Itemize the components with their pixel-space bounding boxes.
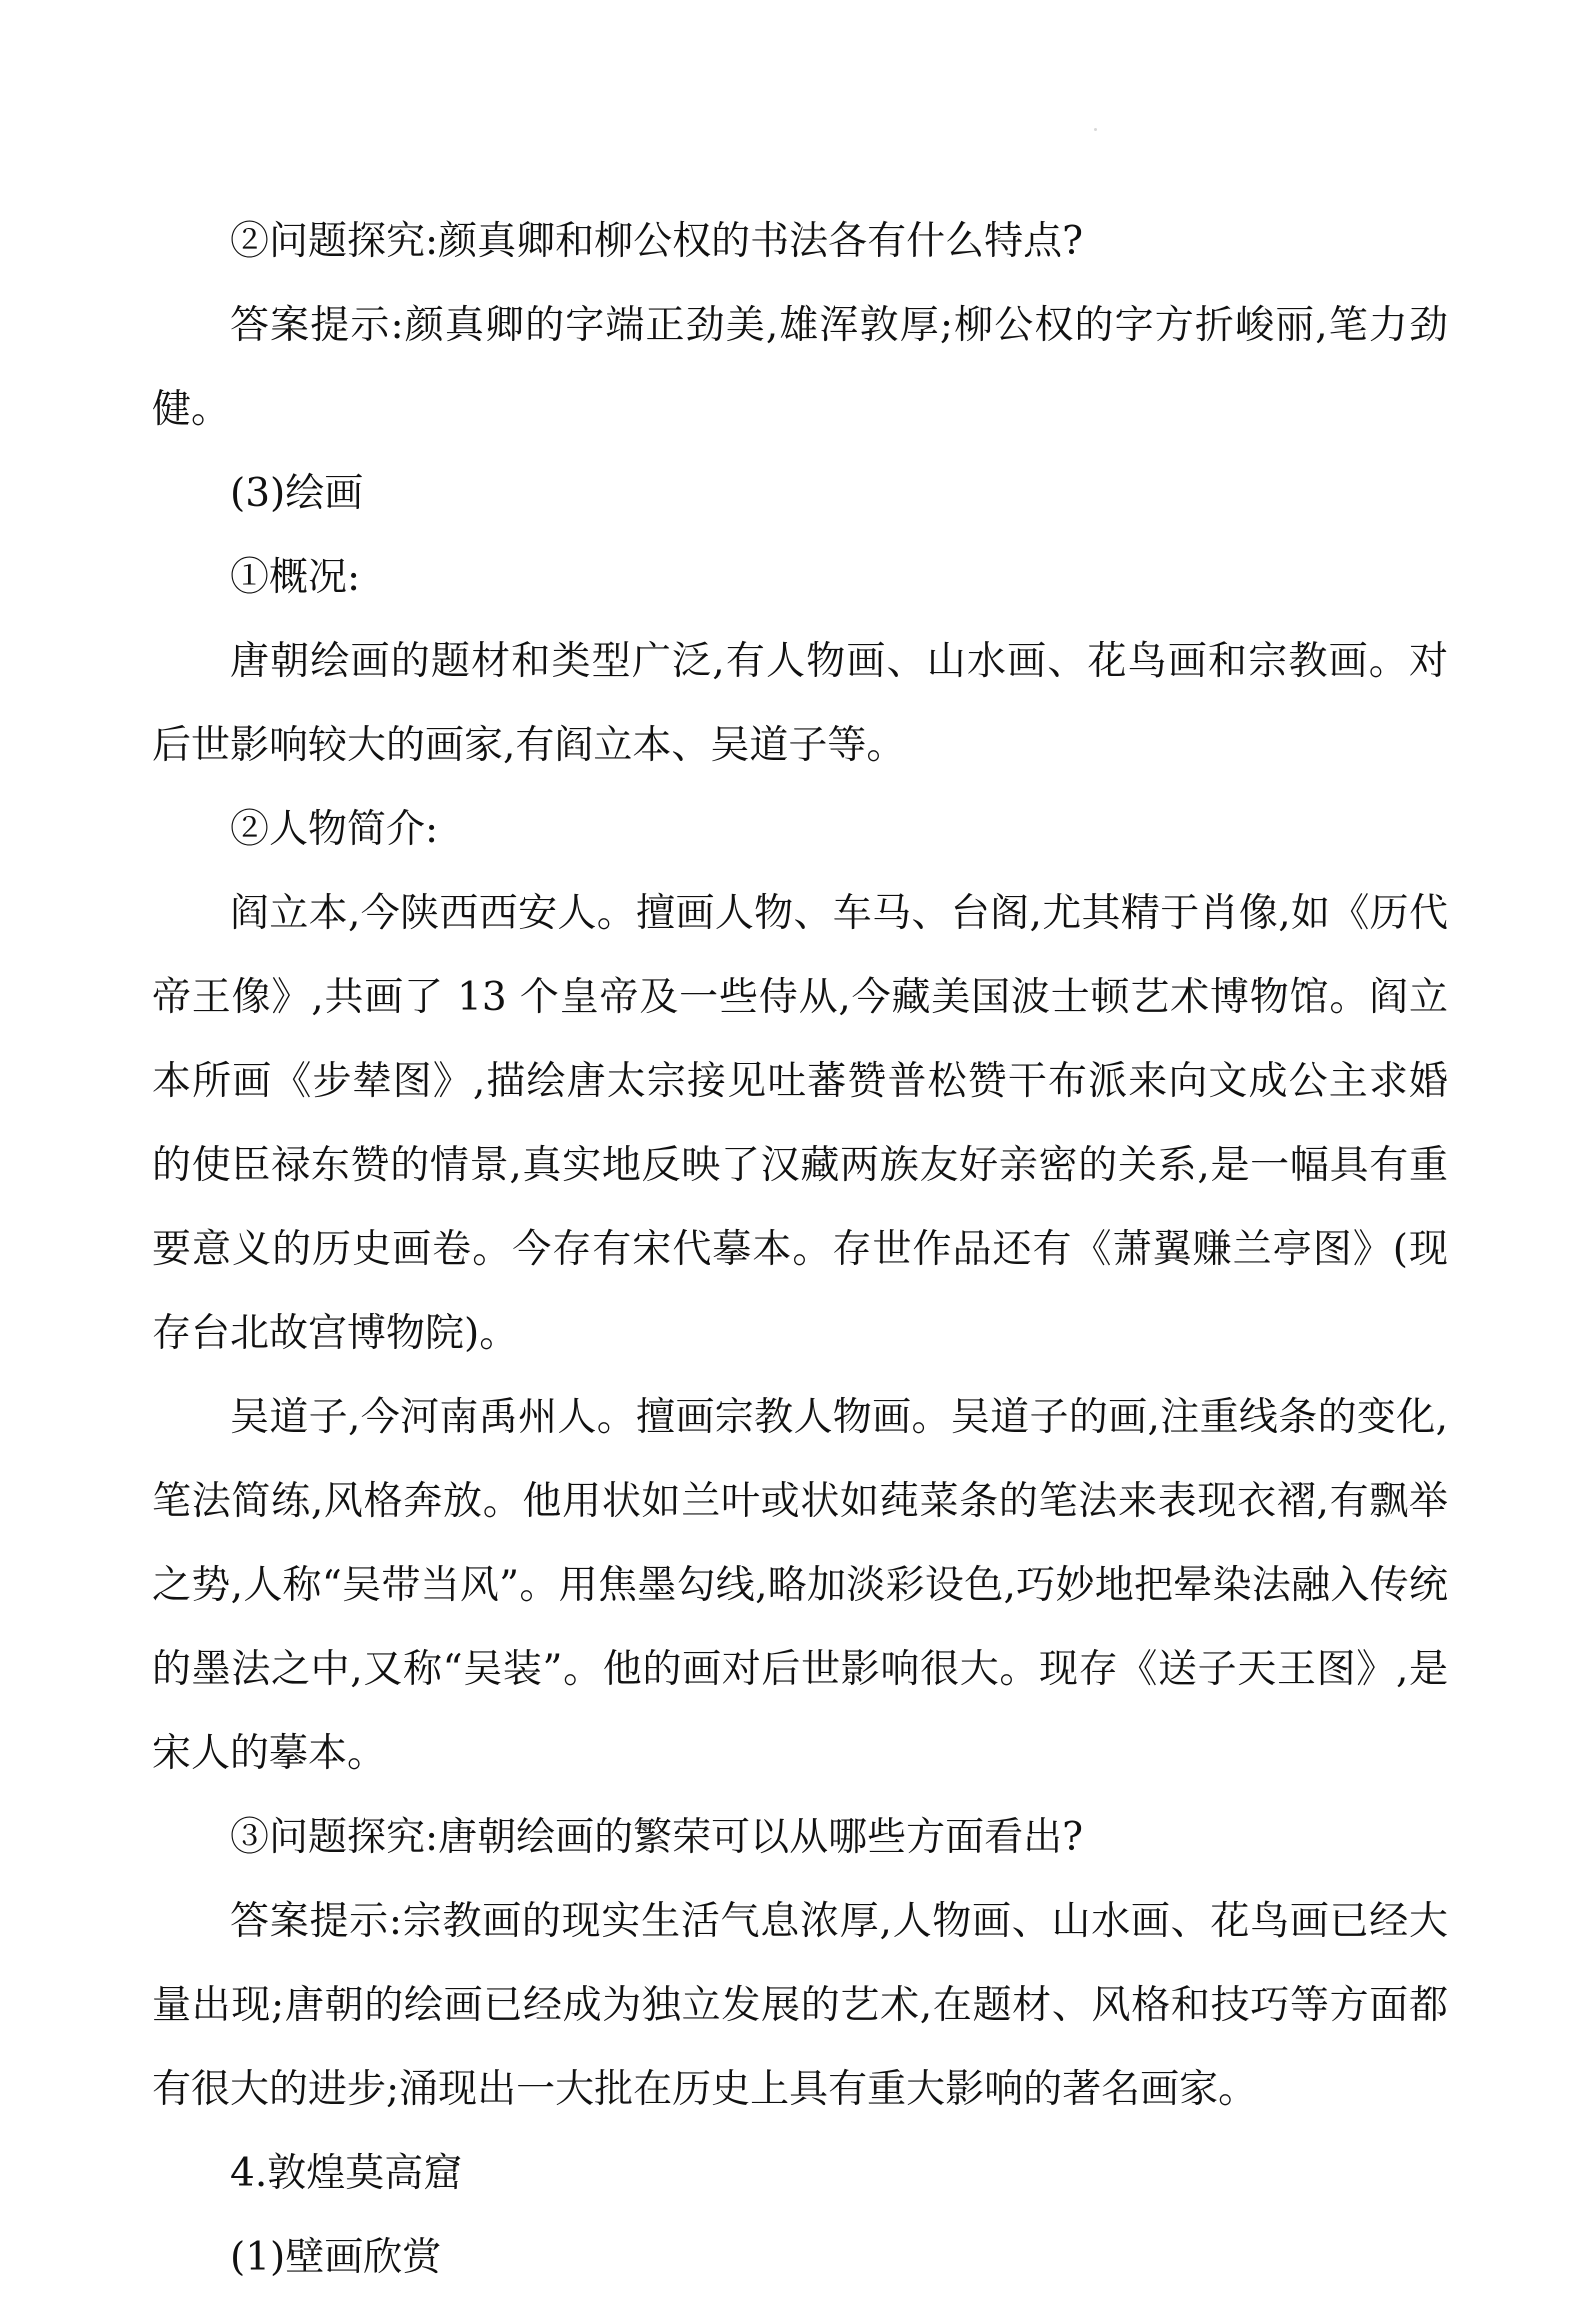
subheading-biographies: ②人物简介:: [230, 807, 439, 852]
section-heading-painting: (3)绘画: [230, 471, 364, 516]
question-painting: ③问题探究:唐朝绘画的繁荣可以从哪些方面看出?: [230, 1815, 1084, 1860]
section-heading-mogao: 4.敦煌莫高窟: [230, 2151, 463, 2196]
paragraph-yan-liben: 阎立本,今陕西西安人。擅画人物、车马、台阁,尤其精于肖像,如《历代帝王像》,共画了 13 个皇帝及一些侍从,今藏美国波士顿艺术博物馆。阎立本所画《步辇图》,描绘唐太宗接见吐蕃赞普松赞干布派来向文成公主求婚的使臣禄东赞的情景,真实地反映了汉藏两族友好亲密的关系,是一幅具有重要意义的历史画卷。今存有宋代摹本。存世作品还有《萧翼赚兰亭图》(现存台北故宫博物院)。: [152, 891, 1448, 1356]
scan-speck: [1094, 128, 1097, 131]
subheading-overview: ①概况:: [230, 555, 361, 600]
paragraph-wu-daozi: 吴道子,今河南禹州人。擅画宗教人物画。吴道子的画,注重线条的变化,笔法简练,风格奔放。他用状如兰叶或状如莼菜条的笔法来表现衣褶,有飘举之势,人称“吴带当风”。用焦墨勾线,略加淡彩设色,巧妙地把晕染法融入传统的墨法之中,又称“吴装”。他的画对后世影响很大。现存《送子天王图》,是宋人的摹本。: [152, 1395, 1448, 1776]
question-calligraphy: ②问题探究:颜真卿和柳公权的书法各有什么特点?: [230, 219, 1084, 264]
answer-calligraphy: 答案提示:颜真卿的字端正劲美,雄浑敦厚;柳公权的字方折峻丽,笔力劲健。: [152, 303, 1448, 432]
document-body: [152, 200, 1448, 2300]
paragraph-overview: 唐朝绘画的题材和类型广泛,有人物画、山水画、花鸟画和宗教画。对后世影响较大的画家,有阎立本、吴道子等。: [152, 639, 1448, 768]
answer-painting: 答案提示:宗教画的现实生活气息浓厚,人物画、山水画、花鸟画已经大量出现;唐朝的绘画已经成为独立发展的艺术,在题材、风格和技巧等方面都有很大的进步;涌现出一大批在历史上具有重大影响的著名画家。: [152, 1899, 1448, 2112]
subheading-murals: (1)壁画欣赏: [230, 2235, 442, 2280]
